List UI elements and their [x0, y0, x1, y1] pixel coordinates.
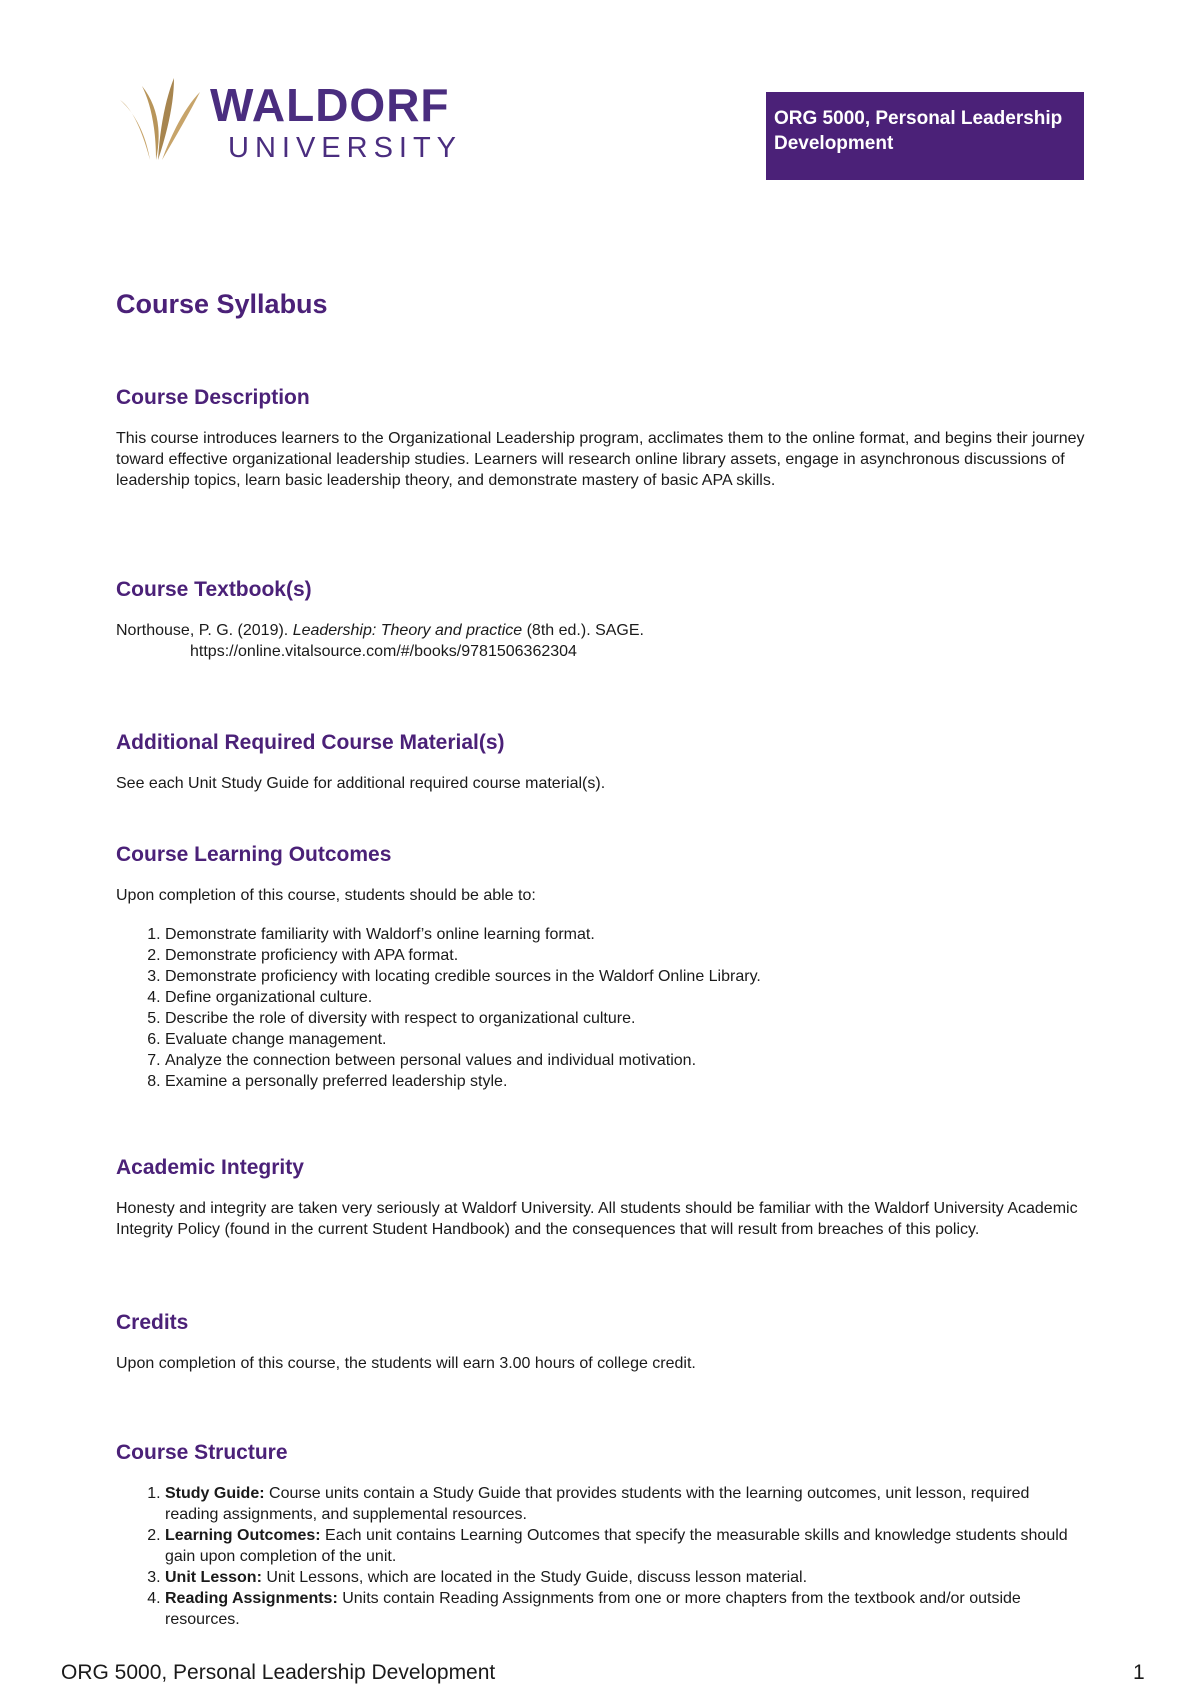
list-item: 5. Describe the role of diversity with respect to organizational culture. — [165, 1008, 1086, 1029]
section-heading: Academic Integrity — [116, 1156, 304, 1179]
list-item — [165, 1567, 1086, 1588]
item-term: Unit Lesson: — [165, 1569, 262, 1586]
university-logo — [116, 78, 463, 168]
structure-list — [116, 1483, 1086, 1630]
textbook-reference — [116, 620, 1086, 641]
item-text: Each unit contains Learning Outcomes that specify the measurable skills and knowledge students should gain upon completion of the unit. — [165, 1527, 1068, 1565]
section-intro: Upon completion of this course, students should be able to: — [116, 887, 536, 904]
reference-authors: Northouse, P. G. (2019). — [116, 622, 293, 639]
list-item: 1. Demonstrate familiarity with Waldorf’s online learning format. — [165, 924, 1086, 945]
footer-course-name: ORG 5000, Personal Leadership Development — [61, 1661, 496, 1684]
section-heading: Course Description — [116, 386, 310, 409]
list-item — [165, 1588, 1086, 1630]
section-heading: Credits — [116, 1311, 189, 1334]
list-item — [165, 1525, 1086, 1567]
course-badge: ORG 5000, Personal Leadership Development — [766, 92, 1084, 180]
section-credits — [116, 1309, 1086, 1374]
list-item: 2. Demonstrate proficiency with APA format. — [165, 945, 1086, 966]
section-course-textbooks — [116, 576, 1086, 662]
list-item — [165, 1483, 1086, 1525]
section-heading: Course Structure — [116, 1441, 288, 1464]
list-item: 7. Analyze the connection between personal values and individual motivation. — [165, 1050, 1086, 1071]
section-text: Upon completion of this course, the students will earn 3.00 hours of college credit. — [116, 1355, 696, 1372]
textbook-url[interactable]: https://online.vitalsource.com/#/books/9781506362304 — [190, 643, 577, 660]
section-text: See each Unit Study Guide for additional required course material(s). — [116, 775, 606, 792]
section-course-structure — [116, 1439, 1086, 1630]
list-item: 6. Evaluate change management. — [165, 1029, 1086, 1050]
page-title: Course Syllabus — [116, 289, 328, 319]
reference-title: Leadership: Theory and practice — [292, 622, 523, 639]
item-text: Units contain Reading Assignments from one or more chapters from the textbook and/or outside resources. — [165, 1590, 1021, 1628]
section-heading: Course Learning Outcomes — [116, 843, 392, 866]
reference-publisher: (8th ed.). SAGE. — [522, 622, 644, 639]
item-term: Study Guide: — [165, 1485, 265, 1502]
section-learning-outcomes — [116, 841, 1086, 1092]
list-item: 8. Examine a personally preferred leadership style. — [165, 1071, 1086, 1092]
item-text: Course units contain a Study Guide that provides students with the learning outcomes, unit lesson, required reading assignments, and supplemental resources. — [165, 1485, 1030, 1523]
section-text: This course introduces learners to the Organizational Leadership program, acclimates them to the online format, and begins their journey toward effective organizational leadership studies. Learners will research online library assets, engage in asynchronous discussions of leadership topics, learn basic leadership theory, and demonstrate mastery of basic APA skills. — [116, 430, 1085, 489]
section-text: Honesty and integrity are taken very seriously at Waldorf University. All students should be familiar with the Waldorf University Academic Integrity Policy (found in the current Student Handbook) and the consequences that will result from breaches of this policy. — [116, 1200, 1078, 1238]
logo-secondary-text: UNIVERSITY — [228, 132, 463, 164]
logo-primary-text: WALDORF — [210, 79, 450, 131]
item-term: Learning Outcomes: — [165, 1527, 321, 1544]
item-text: Unit Lessons, which are located in the Study Guide, discuss lesson material. — [261, 1569, 808, 1586]
section-heading: Additional Required Course Material(s) — [116, 731, 505, 754]
list-item: 4. Define organizational culture. — [165, 987, 1086, 1008]
syllabus-content — [116, 286, 1086, 1628]
section-course-description — [116, 384, 1086, 491]
section-heading: Course Textbook(s) — [116, 578, 312, 601]
outcomes-list — [116, 924, 1086, 1092]
waldorf-flame-icon — [116, 78, 204, 162]
list-item: 3. Demonstrate proficiency with locating credible sources in the Waldorf Online Library. — [165, 966, 1086, 987]
item-term: Reading Assignments: — [165, 1590, 338, 1607]
footer-page-number: 1 — [1133, 1661, 1145, 1684]
section-academic-integrity — [116, 1154, 1086, 1240]
section-additional-materials — [116, 729, 1086, 794]
